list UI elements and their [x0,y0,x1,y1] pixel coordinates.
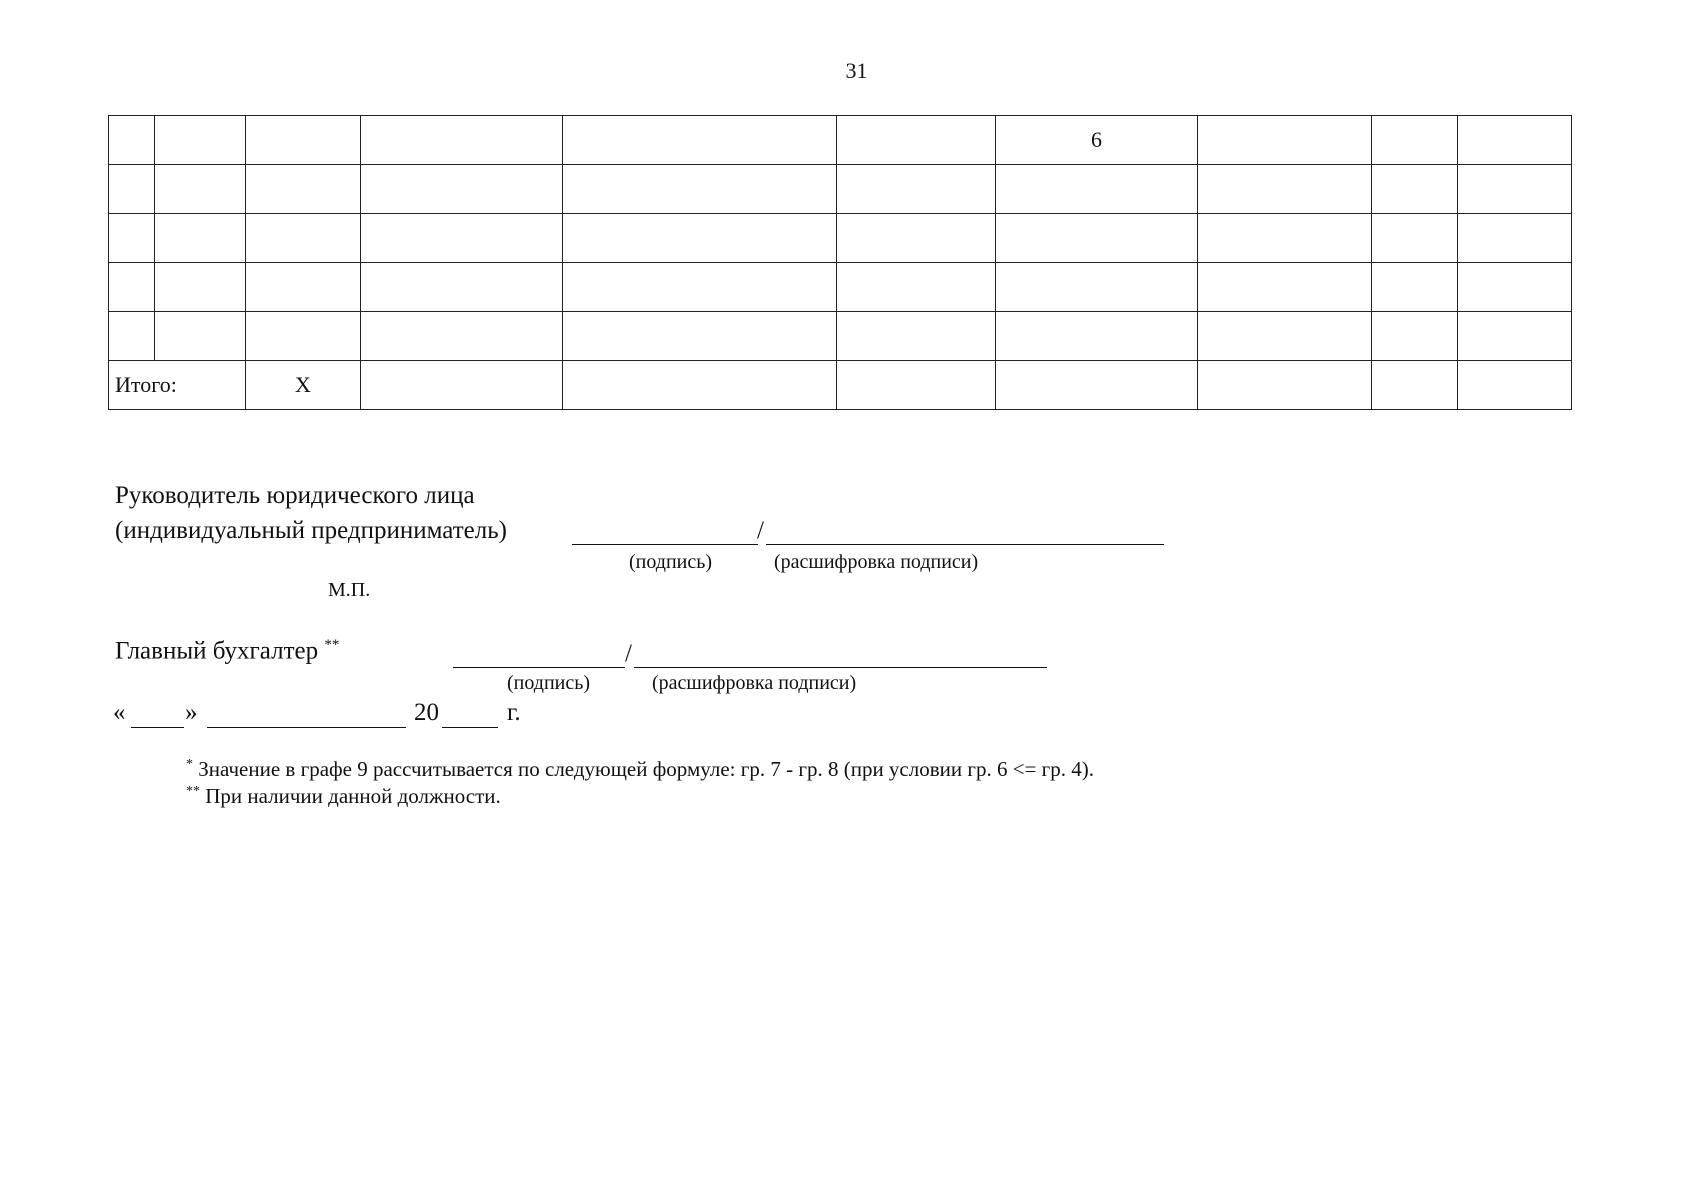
chief-decode-line[interactable] [634,667,1047,668]
table-cell[interactable] [1372,312,1458,361]
total-marker: Х [246,361,361,410]
table-cell[interactable] [109,312,155,361]
date-day-line[interactable] [131,727,184,728]
date-year-prefix: 20 [414,699,439,726]
table-cell[interactable] [1198,361,1372,410]
table-cell[interactable] [109,263,155,312]
table-cell[interactable] [1372,165,1458,214]
table-cell[interactable] [837,214,996,263]
table-cell[interactable] [246,263,361,312]
table-cell[interactable] [563,312,837,361]
table-cell[interactable] [837,312,996,361]
footnote-2-text: При наличии данной должности. [205,784,501,808]
head-decode-line[interactable] [766,544,1164,545]
table-cell[interactable] [109,165,155,214]
table-cell[interactable] [109,214,155,263]
table-cell[interactable] [837,263,996,312]
head-title-line2: (индивидуальный предприниматель) [115,517,507,544]
table-cell[interactable] [1372,214,1458,263]
table-cell[interactable] [1458,165,1572,214]
table-cell[interactable] [563,214,837,263]
chief-accountant-text: Главный бухгалтер [115,637,319,665]
date-close-quote: » [185,699,198,726]
table-cell[interactable] [996,165,1198,214]
table-cell[interactable] [155,214,246,263]
report-table [108,115,1572,410]
date-month-line[interactable] [207,727,406,728]
table-cell[interactable] [361,165,563,214]
head-signature-line[interactable] [572,544,758,545]
table-cell[interactable] [563,361,837,410]
table-cell[interactable] [155,165,246,214]
footnote-1-mark: * [186,757,193,772]
chief-decode-caption: (расшифровка подписи) [652,672,857,694]
table-cell[interactable] [1198,312,1372,361]
table-cell[interactable] [1198,165,1372,214]
table-cell[interactable] [996,214,1198,263]
table-cell[interactable] [361,312,563,361]
head-title-line1: Руководитель юридического лица [115,482,475,509]
table-cell[interactable] [1458,263,1572,312]
table-cell [1372,116,1458,165]
table-row [109,165,1572,214]
date-year-suffix: г. [507,699,521,726]
table-cell[interactable] [1458,214,1572,263]
table-cell [837,116,996,165]
table-row [109,263,1572,312]
footnote-2-mark: ** [186,784,200,799]
table-row-header [109,116,1572,165]
page-number: 31 [845,58,868,83]
table-cell [361,116,563,165]
table-cell [1458,116,1572,165]
table-cell [109,116,155,165]
date-open-quote: « [113,699,126,726]
table-cell[interactable] [1458,361,1572,410]
table-cell[interactable] [837,165,996,214]
chief-slash: / [625,640,632,667]
table-cell[interactable] [361,263,563,312]
table-cell[interactable] [246,165,361,214]
chief-sign-caption: (подпись) [507,672,591,694]
table-cell [563,116,837,165]
table-cell[interactable] [996,361,1198,410]
table-cell[interactable] [155,263,246,312]
date-year-line[interactable] [442,727,498,728]
table-cell [1198,116,1372,165]
table-cell[interactable] [1198,214,1372,263]
column-number-cell: 6 [996,116,1198,165]
head-sign-caption: (подпись) [629,551,713,573]
head-decode-caption: (расшифровка подписи) [774,551,979,573]
table-cell[interactable] [996,312,1198,361]
table-row [109,312,1572,361]
head-slash: / [757,517,764,544]
total-label: Итого: [109,361,246,410]
table-cell[interactable] [1372,263,1458,312]
footnote-2 [186,784,501,809]
stamp-label: М.П. [328,579,371,601]
table-cell[interactable] [246,312,361,361]
table-cell [246,116,361,165]
table-cell[interactable] [563,263,837,312]
footnote-1-text: Значение в графе 9 рассчитывается по следующей формуле: гр. 7 - гр. 8 (при условии гр. 6 <= гр. 4). [198,757,1095,781]
table-cell[interactable] [1198,263,1372,312]
table-cell[interactable] [837,361,996,410]
table-row [109,214,1572,263]
chief-accountant-mark: ** [324,637,340,653]
table-row-total [109,361,1572,410]
chief-accountant-label [115,637,339,665]
footnote-1 [186,757,1094,782]
table-cell[interactable] [1372,361,1458,410]
table-cell[interactable] [246,214,361,263]
table-cell[interactable] [361,214,563,263]
table-cell[interactable] [1458,312,1572,361]
table-cell [155,116,246,165]
chief-signature-line[interactable] [453,667,625,668]
table-cell[interactable] [996,263,1198,312]
table-cell[interactable] [563,165,837,214]
table-cell[interactable] [361,361,563,410]
table-cell[interactable] [155,312,246,361]
